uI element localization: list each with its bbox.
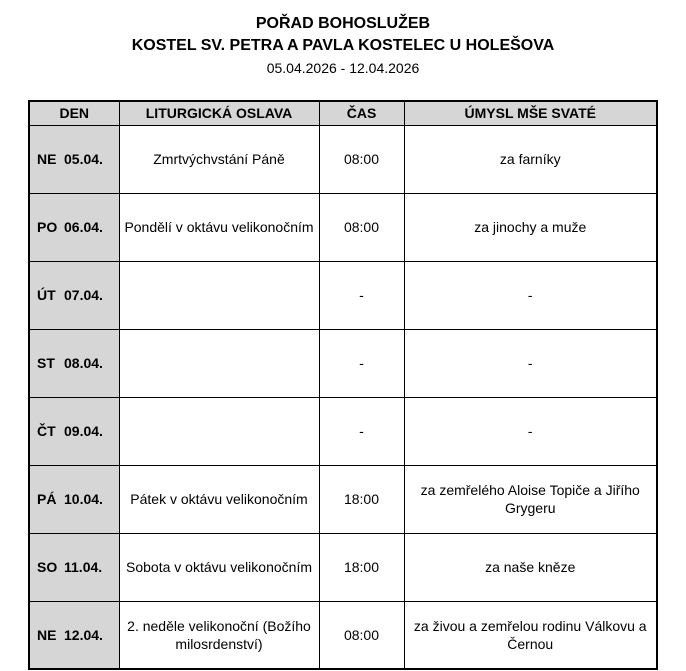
intention-cell: - — [404, 397, 657, 465]
day-cell — [29, 125, 119, 193]
day-abbr: NE — [37, 626, 57, 643]
table-row — [29, 601, 657, 669]
column-header-den: DEN — [29, 101, 119, 125]
day-date: 09.04. — [64, 422, 103, 439]
table-row — [29, 193, 657, 261]
time-cell: - — [319, 329, 404, 397]
celebration-cell: 2. neděle velikonoční (Božího milosrdenství) — [119, 601, 319, 669]
table-row — [29, 397, 657, 465]
table-row — [29, 533, 657, 601]
table-header-row — [29, 101, 657, 125]
celebration-cell: Pondělí v oktávu velikonočním — [119, 193, 319, 261]
intention-cell: - — [404, 329, 657, 397]
day-abbr: PÁ — [37, 490, 57, 507]
intention-cell: za živou a zemřelou rodinu Válkovu a Černou — [404, 601, 657, 669]
day-date: 11.04. — [64, 558, 103, 575]
day-abbr: SO — [37, 558, 58, 575]
day-cell — [29, 261, 119, 329]
intention-cell: - — [404, 261, 657, 329]
column-header-cas: ČAS — [319, 101, 404, 125]
day-date: 05.04. — [64, 150, 103, 167]
document-title: POŘAD BOHOSLUŽEB — [255, 15, 431, 32]
day-abbr: ÚT — [37, 286, 56, 303]
day-abbr: PO — [37, 218, 58, 235]
celebration-cell — [119, 397, 319, 465]
celebration-cell: Sobota v oktávu velikonočním — [119, 533, 319, 601]
day-date: 08.04. — [64, 354, 103, 371]
column-header-liturgicka-oslava: LITURGICKÁ OSLAVA — [119, 101, 319, 125]
celebration-cell — [119, 261, 319, 329]
intention-cell: za naše kněze — [404, 533, 657, 601]
celebration-cell: Pátek v oktávu velikonočním — [119, 465, 319, 533]
time-cell: 08:00 — [319, 193, 404, 261]
day-cell — [29, 397, 119, 465]
table-row — [29, 465, 657, 533]
time-cell: 18:00 — [319, 533, 404, 601]
day-abbr: ST — [37, 354, 55, 371]
table-row — [29, 261, 657, 329]
schedule-table — [28, 100, 658, 670]
time-cell: 08:00 — [319, 125, 404, 193]
date-range: 05.04.2026 - 12.04.2026 — [266, 60, 420, 77]
time-cell: 08:00 — [319, 601, 404, 669]
celebration-cell — [119, 329, 319, 397]
intention-cell: za farníky — [404, 125, 657, 193]
day-cell — [29, 193, 119, 261]
column-header-umysl: ÚMYSL MŠE SVATÉ — [404, 101, 657, 125]
intention-cell: za jinochy a muže — [404, 193, 657, 261]
day-date: 10.04. — [64, 490, 103, 507]
time-cell: 18:00 — [319, 465, 404, 533]
day-cell — [29, 533, 119, 601]
day-date: 06.04. — [64, 218, 103, 235]
celebration-cell: Zmrtvýchvstání Páně — [119, 125, 319, 193]
intention-cell: za zemřelého Aloise Topiče a Jiřího Grygeru — [404, 465, 657, 533]
day-cell — [29, 601, 119, 669]
day-abbr: NE — [37, 150, 57, 167]
time-cell: - — [319, 261, 404, 329]
day-date: 12.04. — [64, 626, 103, 643]
day-cell — [29, 329, 119, 397]
day-date: 07.04. — [64, 286, 103, 303]
church-name: KOSTEL SV. PETRA A PAVLA KOSTELEC U HOLEŠOVA — [131, 36, 555, 54]
table-row — [29, 329, 657, 397]
day-cell — [29, 465, 119, 533]
table-row — [29, 125, 657, 193]
time-cell: - — [319, 397, 404, 465]
day-abbr: ČT — [37, 422, 56, 439]
